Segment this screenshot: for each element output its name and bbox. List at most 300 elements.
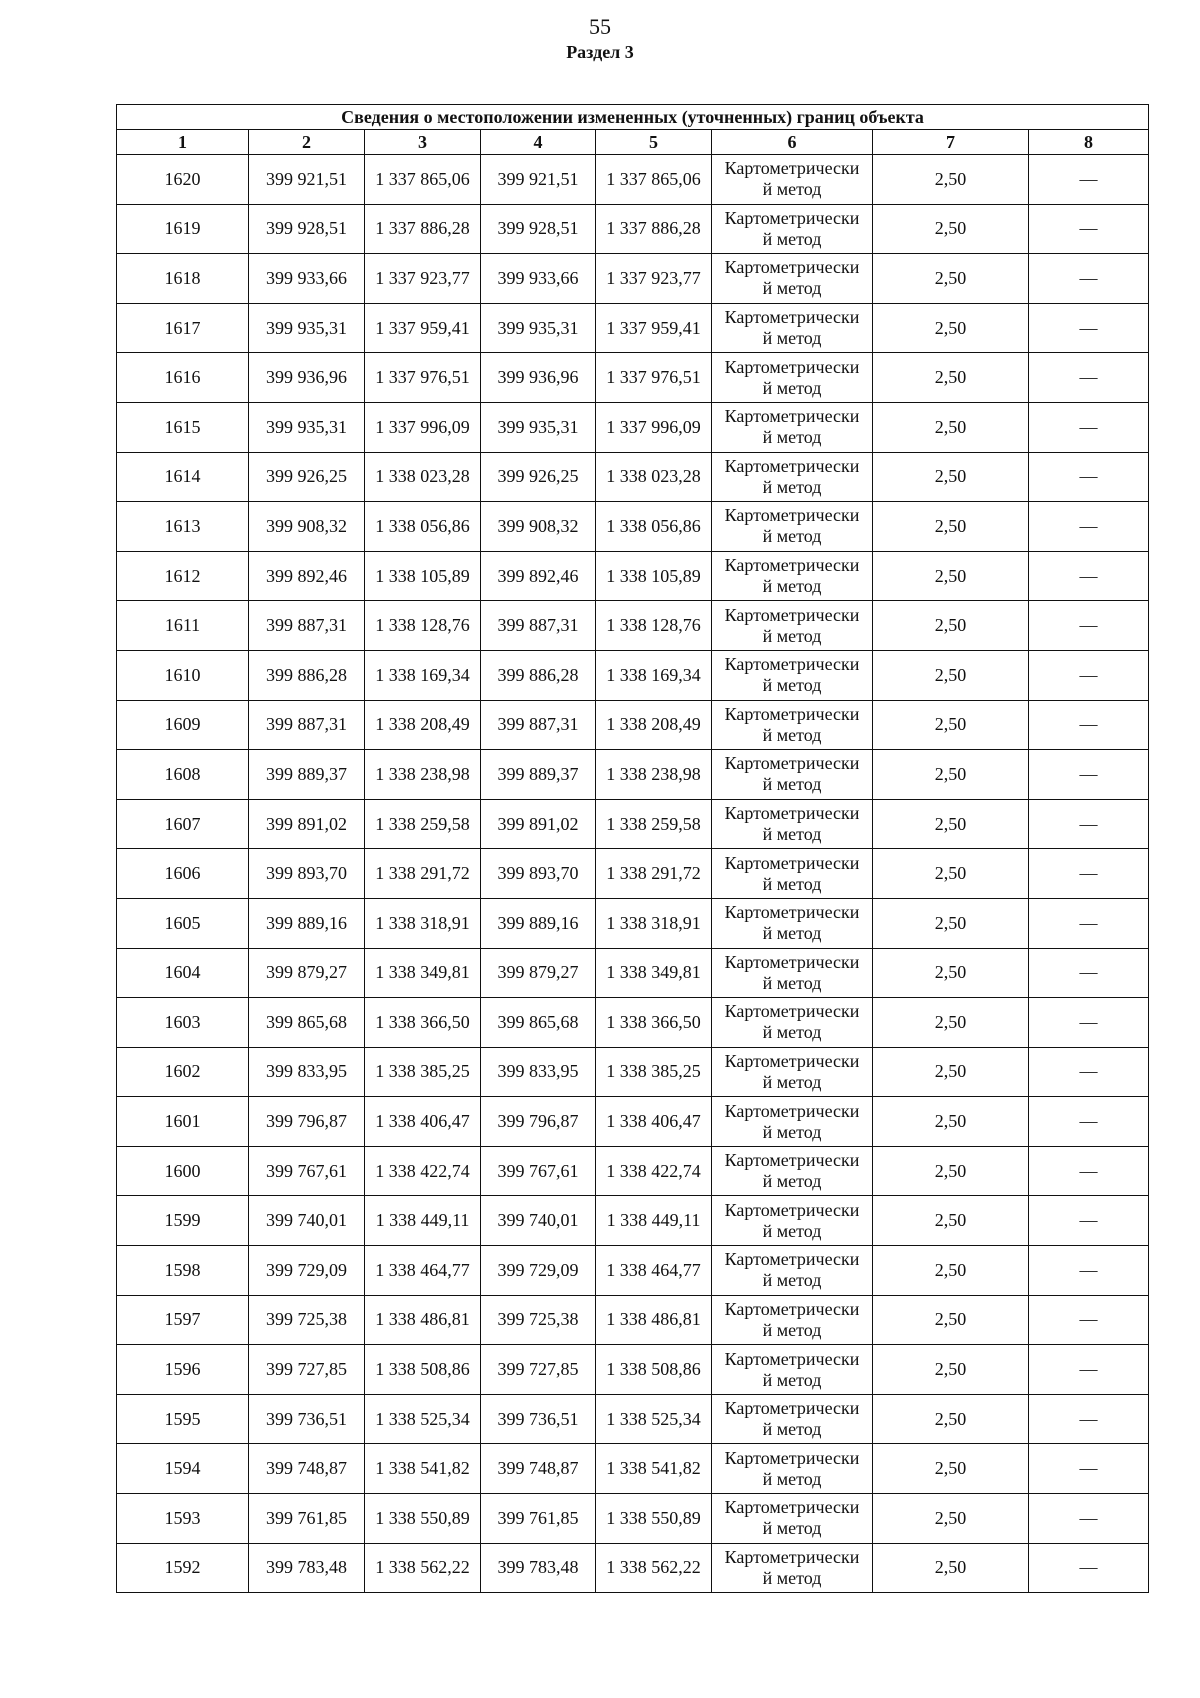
column-number: 7 <box>873 130 1029 155</box>
description: — <box>1029 750 1149 800</box>
y-coordinate: 1 337 959,41 <box>365 303 481 353</box>
method-cell <box>712 650 873 700</box>
point-number: 1619 <box>117 204 249 254</box>
description: — <box>1029 1146 1149 1196</box>
method-line: Картометрически <box>724 1546 860 1567</box>
accuracy: 2,50 <box>873 1146 1029 1196</box>
method-cell <box>712 601 873 651</box>
y-coordinate-refined: 1 338 541,82 <box>596 1444 712 1494</box>
x-coordinate: 399 892,46 <box>249 551 365 601</box>
method-cell <box>712 502 873 552</box>
y-coordinate-refined: 1 338 449,11 <box>596 1196 712 1246</box>
x-coordinate: 399 886,28 <box>249 650 365 700</box>
method-line: Картометрически <box>724 307 860 328</box>
x-coordinate-refined: 399 796,87 <box>481 1097 596 1147</box>
method-cell <box>712 551 873 601</box>
point-number: 1612 <box>117 551 249 601</box>
method-cell <box>712 155 873 205</box>
point-number: 1593 <box>117 1494 249 1544</box>
x-coordinate-refined: 399 936,96 <box>481 353 596 403</box>
point-number: 1614 <box>117 452 249 502</box>
method-line: Картометрически <box>724 455 860 476</box>
x-coordinate-refined: 399 891,02 <box>481 799 596 849</box>
x-coordinate: 399 783,48 <box>249 1543 365 1593</box>
method-line: Картометрически <box>724 1348 860 1369</box>
x-coordinate-refined: 399 928,51 <box>481 204 596 254</box>
x-coordinate: 399 921,51 <box>249 155 365 205</box>
method-cell <box>712 1196 873 1246</box>
y-coordinate: 1 338 562,22 <box>365 1543 481 1593</box>
accuracy: 2,50 <box>873 1246 1029 1296</box>
method-cell <box>712 254 873 304</box>
description: — <box>1029 204 1149 254</box>
method-line: й метод <box>762 1121 822 1142</box>
y-coordinate-refined: 1 337 976,51 <box>596 353 712 403</box>
y-coordinate: 1 338 550,89 <box>365 1494 481 1544</box>
x-coordinate: 399 887,31 <box>249 700 365 750</box>
method-line: й метод <box>762 1567 822 1588</box>
description: — <box>1029 948 1149 998</box>
method-line: Картометрически <box>724 654 860 675</box>
y-coordinate-refined: 1 338 291,72 <box>596 849 712 899</box>
x-coordinate-refined: 399 748,87 <box>481 1444 596 1494</box>
y-coordinate-refined: 1 337 886,28 <box>596 204 712 254</box>
method-cell <box>712 303 873 353</box>
y-coordinate-refined: 1 337 923,77 <box>596 254 712 304</box>
table-row <box>117 898 1149 948</box>
y-coordinate-refined: 1 338 128,76 <box>596 601 712 651</box>
y-coordinate-refined: 1 338 105,89 <box>596 551 712 601</box>
table-row <box>117 155 1149 205</box>
page-number: 55 <box>589 14 611 39</box>
x-coordinate: 399 889,16 <box>249 898 365 948</box>
accuracy: 2,50 <box>873 204 1029 254</box>
point-number: 1610 <box>117 650 249 700</box>
description: — <box>1029 502 1149 552</box>
accuracy: 2,50 <box>873 1543 1029 1593</box>
table-row <box>117 1394 1149 1444</box>
y-coordinate: 1 338 525,34 <box>365 1394 481 1444</box>
y-coordinate-refined: 1 337 959,41 <box>596 303 712 353</box>
x-coordinate: 399 889,37 <box>249 750 365 800</box>
method-line: й метод <box>762 526 822 547</box>
table-row <box>117 700 1149 750</box>
description: — <box>1029 1097 1149 1147</box>
x-coordinate-refined: 399 933,66 <box>481 254 596 304</box>
method-line: й метод <box>762 1171 822 1192</box>
x-coordinate-refined: 399 935,31 <box>481 402 596 452</box>
method-line: й метод <box>762 1518 822 1539</box>
method-line: Картометрически <box>724 1497 860 1518</box>
accuracy: 2,50 <box>873 1047 1029 1097</box>
method-line: й метод <box>762 1022 822 1043</box>
column-number: 3 <box>365 130 481 155</box>
method-cell <box>712 1246 873 1296</box>
accuracy: 2,50 <box>873 1444 1029 1494</box>
method-cell <box>712 1444 873 1494</box>
description: — <box>1029 402 1149 452</box>
method-cell <box>712 1394 873 1444</box>
point-number: 1599 <box>117 1196 249 1246</box>
table-row <box>117 551 1149 601</box>
x-coordinate: 399 926,25 <box>249 452 365 502</box>
x-coordinate-refined: 399 886,28 <box>481 650 596 700</box>
y-coordinate-refined: 1 338 318,91 <box>596 898 712 948</box>
description: — <box>1029 452 1149 502</box>
point-number: 1595 <box>117 1394 249 1444</box>
y-coordinate-refined: 1 337 865,06 <box>596 155 712 205</box>
method-line: й метод <box>762 625 822 646</box>
y-coordinate: 1 338 508,86 <box>365 1345 481 1395</box>
method-line: й метод <box>762 278 822 299</box>
table-row <box>117 1196 1149 1246</box>
x-coordinate-refined: 399 761,85 <box>481 1494 596 1544</box>
y-coordinate: 1 338 449,11 <box>365 1196 481 1246</box>
method-line: Картометрически <box>724 356 860 377</box>
x-coordinate: 399 933,66 <box>249 254 365 304</box>
method-line: Картометрически <box>724 257 860 278</box>
point-number: 1598 <box>117 1246 249 1296</box>
method-line: й метод <box>762 972 822 993</box>
y-coordinate: 1 338 541,82 <box>365 1444 481 1494</box>
method-line: й метод <box>762 1419 822 1440</box>
method-cell <box>712 1295 873 1345</box>
table-row <box>117 502 1149 552</box>
y-coordinate-refined: 1 338 238,98 <box>596 750 712 800</box>
x-coordinate-refined: 399 935,31 <box>481 303 596 353</box>
x-coordinate: 399 729,09 <box>249 1246 365 1296</box>
x-coordinate-refined: 399 725,38 <box>481 1295 596 1345</box>
description: — <box>1029 650 1149 700</box>
description: — <box>1029 1196 1149 1246</box>
description: — <box>1029 1295 1149 1345</box>
table-row <box>117 353 1149 403</box>
x-coordinate-refined: 399 887,31 <box>481 601 596 651</box>
method-line: Картометрически <box>724 1150 860 1171</box>
method-line: й метод <box>762 675 822 696</box>
y-coordinate: 1 338 486,81 <box>365 1295 481 1345</box>
table-row <box>117 1097 1149 1147</box>
method-line: Картометрически <box>724 1249 860 1270</box>
boundary-coordinates-table <box>116 104 1149 1593</box>
method-line: Картометрически <box>724 1298 860 1319</box>
accuracy: 2,50 <box>873 849 1029 899</box>
method-cell <box>712 402 873 452</box>
method-line: й метод <box>762 476 822 497</box>
y-coordinate: 1 338 169,34 <box>365 650 481 700</box>
x-coordinate-refined: 399 865,68 <box>481 998 596 1048</box>
x-coordinate: 399 833,95 <box>249 1047 365 1097</box>
y-coordinate: 1 338 023,28 <box>365 452 481 502</box>
x-coordinate: 399 891,02 <box>249 799 365 849</box>
y-coordinate: 1 337 865,06 <box>365 155 481 205</box>
x-coordinate: 399 928,51 <box>249 204 365 254</box>
y-coordinate-refined: 1 338 550,89 <box>596 1494 712 1544</box>
point-number: 1605 <box>117 898 249 948</box>
description: — <box>1029 1394 1149 1444</box>
column-number: 8 <box>1029 130 1149 155</box>
y-coordinate: 1 337 976,51 <box>365 353 481 403</box>
method-line: Картометрически <box>724 406 860 427</box>
accuracy: 2,50 <box>873 650 1029 700</box>
x-coordinate: 399 935,31 <box>249 303 365 353</box>
point-number: 1620 <box>117 155 249 205</box>
method-line: й метод <box>762 1468 822 1489</box>
column-number: 2 <box>249 130 365 155</box>
point-number: 1603 <box>117 998 249 1048</box>
method-cell <box>712 1097 873 1147</box>
description: — <box>1029 898 1149 948</box>
y-coordinate: 1 338 056,86 <box>365 502 481 552</box>
x-coordinate: 399 725,38 <box>249 1295 365 1345</box>
method-line: Картометрически <box>724 902 860 923</box>
y-coordinate-refined: 1 338 349,81 <box>596 948 712 998</box>
method-line: й метод <box>762 427 822 448</box>
table-row <box>117 1543 1149 1593</box>
point-number: 1600 <box>117 1146 249 1196</box>
method-line: й метод <box>762 1369 822 1390</box>
method-line: й метод <box>762 328 822 349</box>
y-coordinate-refined: 1 338 366,50 <box>596 998 712 1048</box>
description: — <box>1029 1444 1149 1494</box>
method-line: Картометрически <box>724 1001 860 1022</box>
column-number: 6 <box>712 130 873 155</box>
table-row <box>117 1494 1149 1544</box>
method-line: й метод <box>762 179 822 200</box>
x-coordinate: 399 887,31 <box>249 601 365 651</box>
accuracy: 2,50 <box>873 353 1029 403</box>
y-coordinate-refined: 1 338 508,86 <box>596 1345 712 1395</box>
point-number: 1609 <box>117 700 249 750</box>
x-coordinate-refined: 399 729,09 <box>481 1246 596 1296</box>
description: — <box>1029 1543 1149 1593</box>
x-coordinate-refined: 399 892,46 <box>481 551 596 601</box>
method-line: Картометрически <box>724 1050 860 1071</box>
y-coordinate: 1 337 996,09 <box>365 402 481 452</box>
column-number: 4 <box>481 130 596 155</box>
method-line: й метод <box>762 1319 822 1340</box>
point-number: 1611 <box>117 601 249 651</box>
y-coordinate: 1 338 105,89 <box>365 551 481 601</box>
method-line: й метод <box>762 774 822 795</box>
accuracy: 2,50 <box>873 700 1029 750</box>
y-coordinate: 1 337 886,28 <box>365 204 481 254</box>
y-coordinate: 1 338 318,91 <box>365 898 481 948</box>
x-coordinate: 399 936,96 <box>249 353 365 403</box>
method-line: Картометрически <box>724 505 860 526</box>
accuracy: 2,50 <box>873 1196 1029 1246</box>
method-line: й метод <box>762 923 822 944</box>
description: — <box>1029 1047 1149 1097</box>
point-number: 1604 <box>117 948 249 998</box>
method-line: Картометрически <box>724 207 860 228</box>
point-number: 1615 <box>117 402 249 452</box>
x-coordinate-refined: 399 893,70 <box>481 849 596 899</box>
description: — <box>1029 998 1149 1048</box>
method-cell <box>712 948 873 998</box>
y-coordinate-refined: 1 338 259,58 <box>596 799 712 849</box>
method-line: Картометрически <box>724 803 860 824</box>
accuracy: 2,50 <box>873 998 1029 1048</box>
method-line: й метод <box>762 1071 822 1092</box>
x-coordinate-refined: 399 736,51 <box>481 1394 596 1444</box>
point-number: 1601 <box>117 1097 249 1147</box>
method-line: Картометрически <box>724 555 860 576</box>
y-coordinate: 1 338 291,72 <box>365 849 481 899</box>
accuracy: 2,50 <box>873 452 1029 502</box>
x-coordinate-refined: 399 740,01 <box>481 1196 596 1246</box>
table-row <box>117 452 1149 502</box>
table-row <box>117 1047 1149 1097</box>
y-coordinate: 1 338 422,74 <box>365 1146 481 1196</box>
description: — <box>1029 303 1149 353</box>
x-coordinate: 399 796,87 <box>249 1097 365 1147</box>
point-number: 1616 <box>117 353 249 403</box>
x-coordinate-refined: 399 908,32 <box>481 502 596 552</box>
method-line: Картометрически <box>724 604 860 625</box>
x-coordinate: 399 893,70 <box>249 849 365 899</box>
method-line: й метод <box>762 228 822 249</box>
x-coordinate: 399 935,31 <box>249 402 365 452</box>
x-coordinate: 399 727,85 <box>249 1345 365 1395</box>
table-row <box>117 1345 1149 1395</box>
method-cell <box>712 1047 873 1097</box>
y-coordinate-refined: 1 338 422,74 <box>596 1146 712 1196</box>
table-row <box>117 998 1149 1048</box>
accuracy: 2,50 <box>873 1394 1029 1444</box>
y-coordinate-refined: 1 337 996,09 <box>596 402 712 452</box>
point-number: 1602 <box>117 1047 249 1097</box>
table-row <box>117 650 1149 700</box>
method-line: й метод <box>762 377 822 398</box>
method-line: Картометрически <box>724 753 860 774</box>
method-cell <box>712 452 873 502</box>
y-coordinate-refined: 1 338 169,34 <box>596 650 712 700</box>
x-coordinate: 399 748,87 <box>249 1444 365 1494</box>
table-row <box>117 204 1149 254</box>
table-row <box>117 948 1149 998</box>
accuracy: 2,50 <box>873 1295 1029 1345</box>
y-coordinate: 1 338 208,49 <box>365 700 481 750</box>
x-coordinate-refined: 399 889,37 <box>481 750 596 800</box>
description: — <box>1029 700 1149 750</box>
point-number: 1592 <box>117 1543 249 1593</box>
point-number: 1606 <box>117 849 249 899</box>
accuracy: 2,50 <box>873 799 1029 849</box>
x-coordinate-refined: 399 921,51 <box>481 155 596 205</box>
y-coordinate: 1 338 366,50 <box>365 998 481 1048</box>
accuracy: 2,50 <box>873 948 1029 998</box>
column-number: 5 <box>596 130 712 155</box>
x-coordinate: 399 736,51 <box>249 1394 365 1444</box>
table-row <box>117 402 1149 452</box>
method-cell <box>712 1146 873 1196</box>
y-coordinate-refined: 1 338 464,77 <box>596 1246 712 1296</box>
accuracy: 2,50 <box>873 1494 1029 1544</box>
y-coordinate-refined: 1 338 023,28 <box>596 452 712 502</box>
method-line: Картометрически <box>724 951 860 972</box>
x-coordinate-refined: 399 767,61 <box>481 1146 596 1196</box>
table-row <box>117 1246 1149 1296</box>
table-row <box>117 1146 1149 1196</box>
y-coordinate: 1 338 259,58 <box>365 799 481 849</box>
y-coordinate: 1 338 406,47 <box>365 1097 481 1147</box>
x-coordinate: 399 740,01 <box>249 1196 365 1246</box>
accuracy: 2,50 <box>873 551 1029 601</box>
table-row <box>117 849 1149 899</box>
description: — <box>1029 353 1149 403</box>
method-line: й метод <box>762 576 822 597</box>
table-row <box>117 254 1149 304</box>
x-coordinate-refined: 399 926,25 <box>481 452 596 502</box>
y-coordinate: 1 338 238,98 <box>365 750 481 800</box>
y-coordinate: 1 338 385,25 <box>365 1047 481 1097</box>
table-row <box>117 750 1149 800</box>
method-cell <box>712 204 873 254</box>
x-coordinate-refined: 399 833,95 <box>481 1047 596 1097</box>
description: — <box>1029 1494 1149 1544</box>
description: — <box>1029 799 1149 849</box>
description: — <box>1029 551 1149 601</box>
description: — <box>1029 254 1149 304</box>
accuracy: 2,50 <box>873 303 1029 353</box>
y-coordinate: 1 338 349,81 <box>365 948 481 998</box>
method-cell <box>712 898 873 948</box>
x-coordinate: 399 761,85 <box>249 1494 365 1544</box>
method-cell <box>712 750 873 800</box>
section-title: Раздел 3 <box>566 42 634 62</box>
method-line: Картометрически <box>724 852 860 873</box>
x-coordinate-refined: 399 887,31 <box>481 700 596 750</box>
y-coordinate-refined: 1 338 385,25 <box>596 1047 712 1097</box>
description: — <box>1029 1246 1149 1296</box>
point-number: 1597 <box>117 1295 249 1345</box>
x-coordinate: 399 908,32 <box>249 502 365 552</box>
y-coordinate-refined: 1 338 056,86 <box>596 502 712 552</box>
method-cell <box>712 799 873 849</box>
accuracy: 2,50 <box>873 750 1029 800</box>
method-line: й метод <box>762 824 822 845</box>
column-number-row <box>117 130 1149 155</box>
description: — <box>1029 1345 1149 1395</box>
method-line: Картометрически <box>724 703 860 724</box>
method-line: й метод <box>762 724 822 745</box>
table-row <box>117 601 1149 651</box>
x-coordinate-refined: 399 889,16 <box>481 898 596 948</box>
x-coordinate-refined: 399 879,27 <box>481 948 596 998</box>
x-coordinate: 399 865,68 <box>249 998 365 1048</box>
method-line: Картометрически <box>724 1100 860 1121</box>
y-coordinate-refined: 1 338 406,47 <box>596 1097 712 1147</box>
table-row <box>117 303 1149 353</box>
accuracy: 2,50 <box>873 402 1029 452</box>
method-line: Картометрически <box>724 1447 860 1468</box>
point-number: 1608 <box>117 750 249 800</box>
y-coordinate: 1 338 128,76 <box>365 601 481 651</box>
x-coordinate-refined: 399 727,85 <box>481 1345 596 1395</box>
accuracy: 2,50 <box>873 254 1029 304</box>
method-line: й метод <box>762 873 822 894</box>
point-number: 1607 <box>117 799 249 849</box>
accuracy: 2,50 <box>873 601 1029 651</box>
table-row <box>117 1295 1149 1345</box>
y-coordinate-refined: 1 338 486,81 <box>596 1295 712 1345</box>
method-line: й метод <box>762 1270 822 1291</box>
method-cell <box>712 1543 873 1593</box>
description: — <box>1029 601 1149 651</box>
table-row <box>117 799 1149 849</box>
accuracy: 2,50 <box>873 898 1029 948</box>
